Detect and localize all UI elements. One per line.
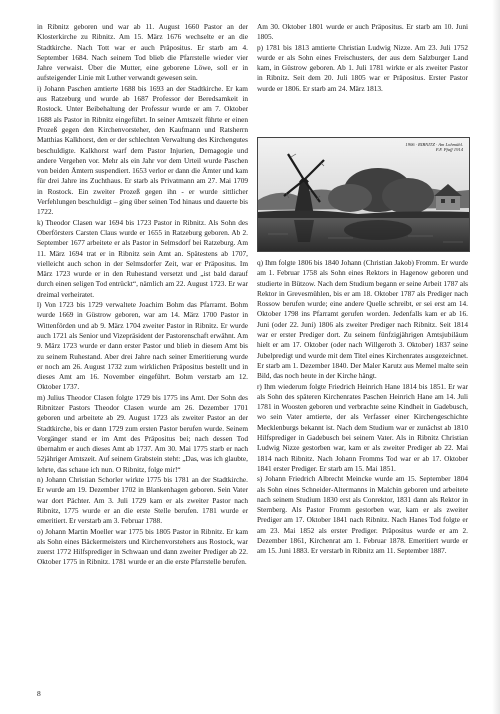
paragraph: o) Johann Martin Moeller war 1775 bis 1805 Pastor in Ribnitz. Er kam als Sohn eines Bäckermeisters und Kirchenvorstehers aus Rostock, war zuerst 1772 Hilfsprediger in Schwaan und dann zweiter Prediger ab 22. Oktober 1775 in Ribnitz. 1781 wurde er an die erste Pfarrstelle berufen.: [37, 526, 248, 567]
paragraph: s) Johann Friedrich Albrecht Meincke wurde am 15. September 1804 als Sohn eines Schneider-Altermanns in Malchin geboren und arbeitete nach seinem Studium 1830 erst als Conrektor, 1831 dann als Rektor in Sternberg. Als Pastor Fromm gestorben war, kam er als zweiter Prediger am 17. Oktober 1841 nach Ribnitz. Nach Hanes Tod folgte er am 23. Mai 1852 als erster Prediger. Präpositus wurde er am 2. Dezember 1861, Kirchenrat am 1. Februar 1878. Emeritiert wurde er am 15. Juni 1883. Er verstarb in Ribnitz am 11. September 1887.: [257, 474, 468, 556]
paragraph: q) Ihm folgte 1806 bis 1840 Johann (Christian Jakob) Fromm. Er wurde am 1. Februar 1758 als Sohn eines Rektors in Hagenow geboren und studierte in Bützow. Nach dem Studium begann er seine Arbeit 1787 als Rektor in Grevesmühlen, bis er am 18. Oktober 1787 als Prediger nach Rossow berufen wurde; eine andere Quelle schreibt, er sei erst am 14. Oktober 1798 ins Pfarramt gerufen worden. Jedenfalls kam er ab 16. Juni (oder 22. Juni) 1806 als zweiter Prediger nach Ribnitz. Seit 1814 war er erster Prediger dort. Zu seinem fünfzigjährigen Amtsjubiläum hielt er am 17. Oktober (oder nach Willgeroth 3. Oktober) 1837 seine Jubelpredigt und wurde mit dem Titel eines Kirchenrates ausgezeichnet. Er starb am 1. Dezember 1840. Der Maler Karutz aus Memel malte sein Bild, das noch heute in der Kirche hängt.: [257, 258, 468, 381]
paragraph: k) Theodor Clasen war 1694 bis 1723 Pastor in Ribnitz. Als Sohn des Oberförsters Carsten Claus wurde er 1655 in Ratzeburg geboren. Ab 2. September 1677 arbeitete er als Pastor in Selmsdorf bei Ratzeburg. Am 11. März 1694 trat er in Ribnitz sein Amt an. Spätestens ab 1707, vielleicht auch schon in der Selmsdorfer Zeit, war er Präpositus. Im März 1723 wurde er in den Ruhestand versetzt und „ist bald darauf durch einen seligen Tod entrückt“, nämlich am 22. August 1723. Er war dreimal verheiratet.: [37, 217, 248, 299]
paragraph: Am 30. Oktober 1801 wurde er auch Präpositus. Er starb am 10. Juni 1805.: [257, 22, 468, 42]
paragraph: l) Von 1723 bis 1729 verwaltete Joachim Bohm das Pfarramt. Bohm wurde 1669 in Güstrow geboren, war am 14. März 1700 Pastor in Wittenförden und ab 9. März 1704 zweiter Pastor in Ribnitz. Er wurde auch 1721 als Senior und Vizepräsident der Pastorenschaft erwähnt. Am 9. März 1723 wurde er dann erster Pastor und blieb in diesem Amt bis zu seinem Ruhestand. Aber drei Jahre nach seiner Emeritierung wurde er noch am 26. August 1732 zum wirklichen Präpositus bestellt und in dieses Amt am 16. November eingeführt. Bohm verstarb am 12. Oktober 1737.: [37, 300, 248, 392]
photo-caption: [405, 142, 463, 152]
paragraph: m) Julius Theodor Clasen folgte 1729 bis 1775 ins Amt. Der Sohn des Ribnitzer Pastors Theodor Clasen wurde am 26. Dezember 1701 geboren und arbeitete ab 29. August 1723 als zweiter Pastor an der Stadtkirche, bis er dann 1729 zum ersten Pastor berufen wurde. Seinem Vorgänger stand er im Amt des Präpositus bei; nach dessen Tod übernahm er auch dieses Amt ab 1737. Am 30. Mai 1775 starb er nach 52jähriger Amtszeit. Auf seinem Grabstein steht: „Das, was ich glaubte, lehrte, das schaue ich nun. O Ribnitz, folge mir!“: [37, 392, 248, 474]
left-text-column: [37, 22, 248, 568]
paragraph: in Ribnitz geboren und war ab 11. August 1660 Pastor an der Klosterkirche zu Ribnitz. Am 15. März 1676 wechselte er an die Stadtkirche. Nach Tott war er auch Präpositus. Er starb am 4. September 1684. Nach seinem Tod blieb die Pfarrstelle wieder vier Jahre verwaist. Über die Mutter, eine geborene Löwe, soll er in aufsteigender Linie mit Luther verwandt gewesen sein.: [37, 22, 248, 83]
historic-photo-windmill: [257, 137, 470, 252]
paragraph: r) Ihm wiederum folgte Friedrich Heinrich Hane 1814 bis 1851. Er war als Sohn des späteren Kirchenrates Paschen Heinrich Hane am 14. Juli 1781 in Woosten geboren und verbrachte seine Kindheit in Gadebusch, wo sein Vater amtierte, der als Verfasser einer Kirchengeschichte Mecklenburgs bekannt ist. Nach dem Studium war er zunächst ab 1810 Hilfsprediger in Gadebusch bei seinem Vater. Als in Ribnitz Christian Ludwig Nizze gestorben war, kam er als zweiter Prediger ab 22. Mai 1814 nach Ribnitz. Nach Johann Fromms Tod war er ab 17. Oktober 1841 erster Prediger. Er starb am 15. Mai 1851.: [257, 381, 468, 473]
right-text-column-bottom: [257, 258, 468, 557]
paragraph: p) 1781 bis 1813 amtierte Christian Ludwig Nizze. Am 23. Juli 1752 wurde er als Sohn eines Freischusters, der aus dem Salzburger Land kam, in Güstrow geboren. Ab 1. Juli 1781 wirkte er als zweiter Pastor in Ribnitz. Seit dem 20. Juli 1805 war er Präpositus. Erster Pastor wurde er 1806. Er starb am 24. März 1813.: [257, 42, 468, 93]
page-number: 8: [37, 689, 41, 698]
right-text-column-top: [257, 22, 468, 94]
paragraph: n) Johann Christian Schorler wirkte 1775 bis 1781 an der Stadtkirche. Er wurde am 19. Dezember 1702 in Blankenhagen geboren. Sein Vater war dort Pächter. Am 3. Juli 1729 kam er als zweiter Pastor nach Ribnitz, 1775 wurde er an die erste Stelle berufen. 1781 wurde er emeritiert. Er verstarb am 3. Februar 1788.: [37, 475, 248, 526]
page-edge-shadow: [492, 0, 500, 714]
photo-caption-line: 1906 · RIBNITZ · Am Lohmühl.: [405, 142, 463, 147]
paragraph: i) Johann Paschen amtierte 1688 bis 1693 an der Stadtkirche. Er kam aus Ratzeburg und wurde ab 1687 Professor der Beredsamkeit in Rostock. Unter Beibehaltung der Professur wurde er am 7. Oktober 1688 als Pastor in Ribnitz eingeführt. In seiner Amtszeit führte er einen Prozeß gegen den Kirchenvorsteher, den Kaufmann und Ratsherrn Matthias Kalkhorst, den er der schlechten Verwaltung des Kirchengutes beschuldigte. Kalkhorst warf dem Pastor Injurien, Demagogie und andere Vergehen vor. Mehr als ein Jahr vor dem Urteil wurde Paschen von beiden Ämtern suspendiert. 1653 verlor er dann die Ämter und kam für drei Jahre ins Zuchthaus. Er starb als Privatmann am 27. Mai 1709 in Rostock. Ein zweiter Prozeß gegen ihn - er wurde sittlicher Verfehlungen beschuldigt – ging über seinen Tod hinaus und dauerte bis 1722.: [37, 83, 248, 217]
photo-caption-line: F.F. Pfaff 1914: [435, 147, 463, 152]
windmill-landscape-image: [258, 138, 469, 251]
